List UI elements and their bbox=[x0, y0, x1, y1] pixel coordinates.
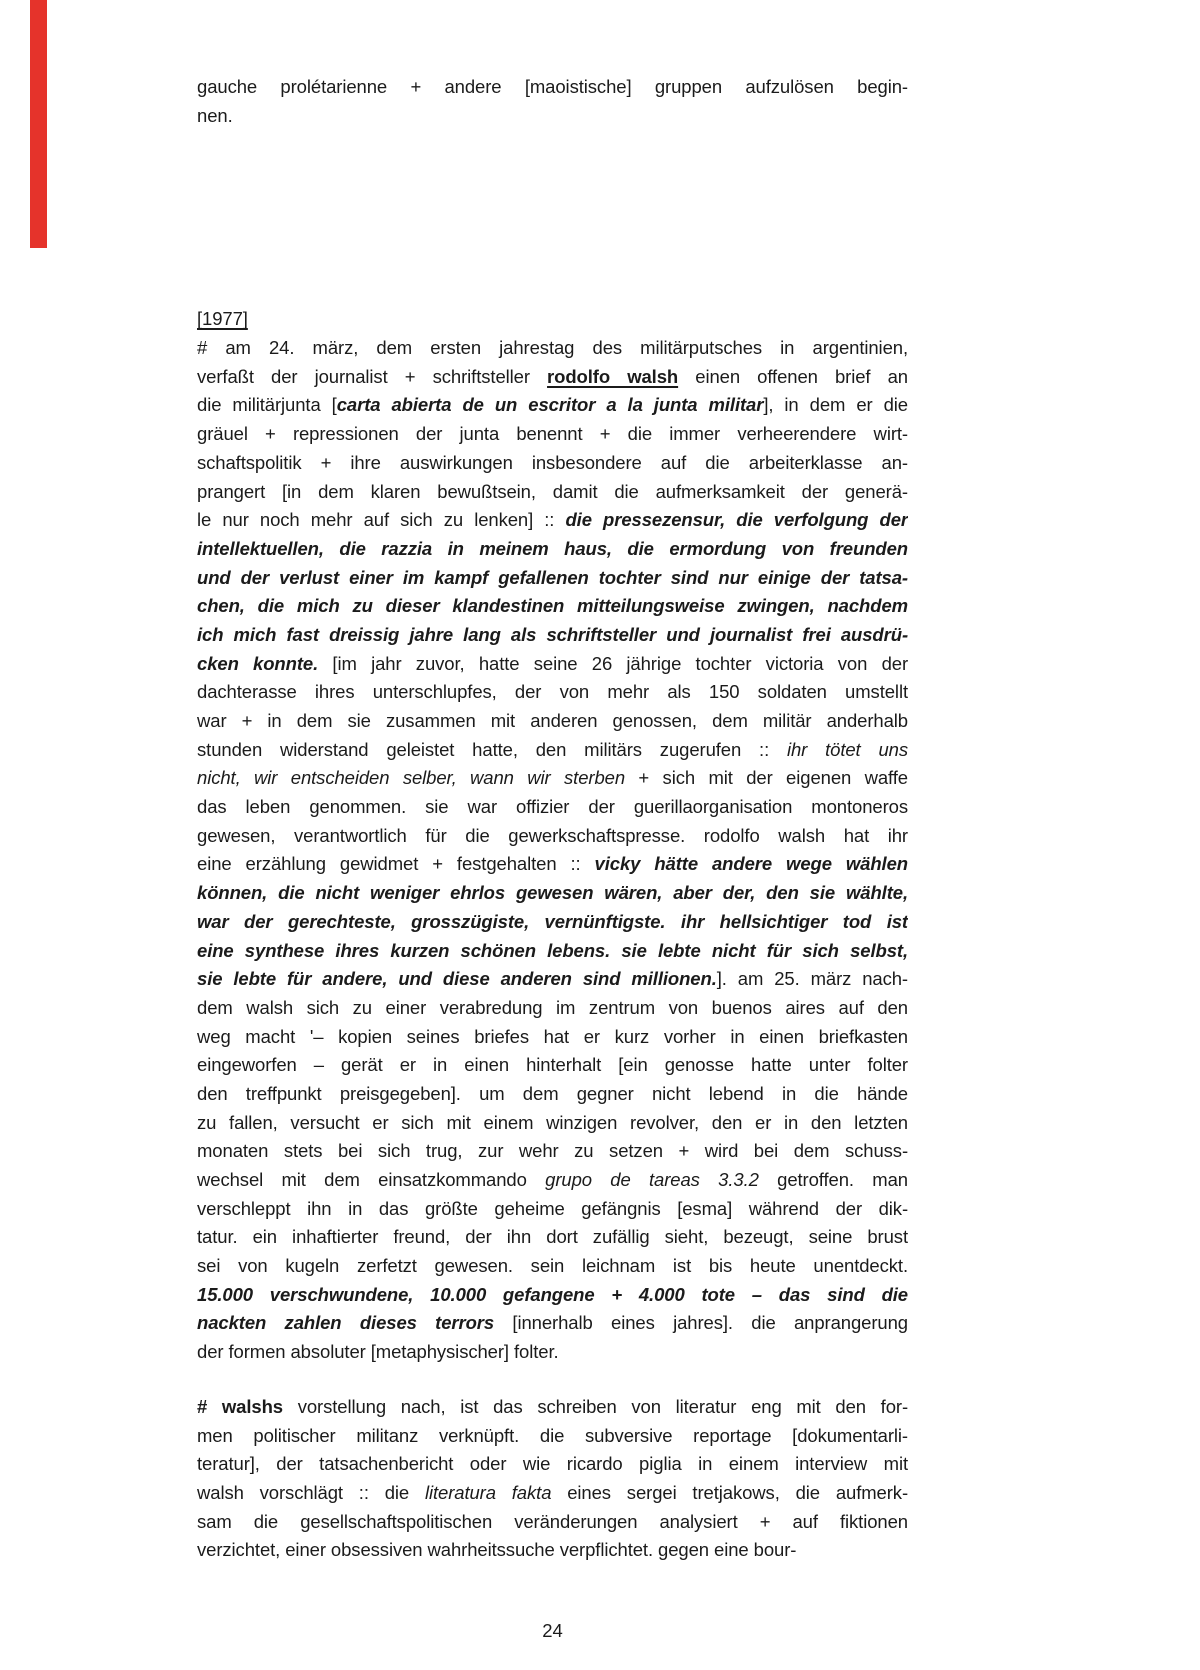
text-segment: vorstellung nach, ist das schreiben von literatur eng mit den for- bbox=[283, 1395, 908, 1417]
text-segment: die pressezensur, die verfolgung der bbox=[565, 509, 908, 531]
text-line bbox=[197, 1281, 908, 1310]
text-line bbox=[197, 592, 908, 621]
text-line bbox=[197, 420, 908, 449]
text-line bbox=[197, 506, 908, 535]
text-line bbox=[197, 764, 908, 793]
text-segment: # am 24. märz, dem ersten jahrestag des militärputsches in argentinien, bbox=[197, 337, 908, 359]
text-line bbox=[197, 621, 908, 650]
text-segment: sei von kugeln zerfetzt gewesen. sein leichnam ist bis heute unentdeckt. bbox=[197, 1255, 908, 1277]
page-number: 24 bbox=[542, 1619, 563, 1641]
text-line bbox=[197, 1195, 908, 1224]
text-line bbox=[197, 994, 908, 1023]
text-segment: walsh vorschlägt :: die bbox=[197, 1481, 425, 1503]
text-line bbox=[197, 1080, 908, 1109]
text-column bbox=[197, 0, 908, 1646]
text-segment: cken konnte. bbox=[197, 652, 319, 674]
text-line bbox=[197, 650, 908, 679]
text-segment: eine synthese ihres kurzen schönen lebens. sie lebte nicht für sich selbst, bbox=[197, 939, 908, 961]
text-segment: das leben genommen. sie war offizier der guerillaorganisation montoneros bbox=[197, 796, 908, 818]
text-segment: dem walsh sich zu einer verabredung im zentrum von buenos aires auf den bbox=[197, 996, 908, 1018]
text-segment: den treffpunkt preisgegeben]. um dem gegner nicht lebend in die hände bbox=[197, 1082, 908, 1104]
text-line bbox=[197, 1309, 908, 1338]
text-segment: chen, die mich zu dieser klandestinen mitteilungsweise zwingen, nachdem bbox=[197, 595, 908, 617]
text-segment: prangert [in dem klaren bewußtsein, damit die aufmerksamkeit der generä- bbox=[197, 480, 908, 502]
text-line bbox=[197, 908, 908, 937]
text-segment: getroffen. man bbox=[758, 1169, 908, 1190]
text-segment: nen. bbox=[197, 104, 233, 126]
text-segment: monaten stets bei sich trug, zur wehr zu setzen + wird bei dem schuss- bbox=[197, 1140, 908, 1162]
text-segment: gauche prolétarienne + andere [maoistische] gruppen aufzulösen begin- bbox=[197, 76, 908, 97]
red-ribbon-bookmark bbox=[30, 0, 47, 248]
text-segment: wechsel mit dem einsatzkommando bbox=[197, 1169, 546, 1190]
text-line bbox=[197, 1450, 908, 1479]
text-segment: ihr tötet uns bbox=[786, 738, 908, 760]
text-line bbox=[197, 1508, 908, 1537]
text-segment: vicky hätte andere wege wählen bbox=[594, 853, 908, 875]
text-line bbox=[197, 678, 908, 707]
underlined-name-text: rodolfo walsh bbox=[547, 365, 679, 387]
text-line bbox=[197, 1252, 908, 1281]
text-segment: war der gerechteste, grosszügiste, vernünftigste. ihr hellsichtiger tod ist bbox=[197, 910, 908, 932]
text-segment: eine erzählung gewidmet + festgehalten :: bbox=[197, 853, 595, 875]
text-line bbox=[197, 73, 908, 102]
text-segment: ], in dem er die bbox=[763, 394, 908, 416]
text-segment: [1977] bbox=[197, 308, 248, 330]
text-line bbox=[197, 1166, 908, 1195]
text-line bbox=[197, 850, 908, 879]
text-segment: 15.000 verschwundene, 10.000 gefangene + 4.000 tote – das sind die bbox=[197, 1283, 908, 1305]
text-line bbox=[197, 793, 908, 822]
text-segment: dachterasse ihres unterschlupfes, der von mehr als 150 soldaten umstellt bbox=[197, 681, 908, 703]
text-line bbox=[197, 1023, 908, 1052]
text-segment: men politischer militanz verknüpft. die subversive reportage [dokumentarli- bbox=[197, 1424, 908, 1446]
text-segment: die militärjunta [ bbox=[197, 394, 337, 416]
intro-paragraph bbox=[197, 73, 908, 130]
text-line bbox=[197, 879, 908, 908]
text-line bbox=[197, 707, 908, 736]
text-segment: nicht, wir entscheiden selber, wann wir sterben bbox=[197, 767, 626, 789]
text-segment: le nur noch mehr auf sich zu lenken] :: bbox=[197, 509, 566, 531]
text-segment: schaftspolitik + ihre auswirkungen insbesondere auf die arbeiterklasse an- bbox=[197, 451, 908, 473]
text-segment: [im jahr zuvor, hatte seine 26 jährige tochter victoria von der bbox=[318, 652, 908, 674]
text-line bbox=[197, 334, 908, 363]
text-segment: gewesen, verantwortlich für die gewerkschaftspresse. rodolfo walsh hat ihr bbox=[197, 824, 908, 846]
text-segment: verfaßt der journalist + schriftsteller bbox=[197, 365, 548, 387]
text-line bbox=[197, 736, 908, 765]
text-segment: # walshs bbox=[197, 1395, 283, 1417]
text-line bbox=[197, 937, 908, 966]
text-segment: war + in dem sie zusammen mit anderen genossen, dem militär anderhalb bbox=[197, 710, 908, 731]
text-segment: zu fallen, versucht er sich mit einem winzigen revolver, den er in den letzten bbox=[197, 1111, 908, 1133]
text-segment: können, die nicht weniger ehrlos gewesen wären, aber der, den sie wählte, bbox=[197, 882, 908, 904]
text-segment: eines sergei tretjakows, die aufmerk- bbox=[551, 1481, 908, 1503]
text-segment: [innerhalb eines jahres]. die anprangerung bbox=[494, 1312, 908, 1334]
text-line bbox=[197, 363, 908, 392]
text-segment: und der verlust einer im kampf gefallenen tochter sind nur einige der tatsa- bbox=[197, 566, 908, 588]
text-line bbox=[197, 1479, 908, 1508]
text-segment: nackten zahlen dieses terrors bbox=[197, 1312, 495, 1334]
text-segment: grupo de tareas 3.3.2 bbox=[545, 1169, 759, 1190]
text-line bbox=[197, 1338, 908, 1367]
walsh-literature-paragraph bbox=[197, 1393, 908, 1565]
text-line bbox=[197, 1109, 908, 1138]
text-segment: einen offenen brief an bbox=[678, 365, 908, 387]
text-line bbox=[197, 1223, 908, 1252]
text-segment: + sich mit der eigenen waffe bbox=[625, 767, 908, 789]
text-segment: der formen absoluter [metaphysischer] folter. bbox=[197, 1341, 559, 1363]
text-line bbox=[197, 478, 908, 507]
text-line bbox=[197, 965, 908, 994]
text-segment: gräuel + repressionen der junta benennt + die immer verheerendere wirt- bbox=[197, 423, 908, 445]
text-line bbox=[197, 535, 908, 564]
text-line bbox=[197, 1051, 908, 1080]
text-line bbox=[197, 305, 908, 334]
text-line bbox=[197, 1536, 908, 1565]
text-line bbox=[197, 449, 908, 478]
text-line bbox=[197, 1393, 908, 1422]
text-line bbox=[197, 391, 908, 420]
text-line bbox=[197, 1422, 908, 1451]
text-line bbox=[197, 822, 908, 851]
text-segment: ]. am 25. märz nach- bbox=[716, 968, 908, 990]
text-segment: intellektuellen, die razzia in meinem haus, die ermordung von freunden bbox=[197, 537, 908, 559]
year-1977-entry bbox=[197, 305, 908, 1366]
text-segment: tatur. ein inhaftierter freund, der ihn dort zufällig sieht, bezeugt, seine brust bbox=[197, 1226, 908, 1248]
text-segment: verzichtet, einer obsessiven wahrheitssuche verpflichtet. gegen eine bour- bbox=[197, 1539, 797, 1561]
text-segment: stunden widerstand geleistet hatte, den militärs zugerufen :: bbox=[197, 738, 787, 760]
text-segment: eingeworfen – gerät er in einen hinterhalt [ein genosse hatte unter folter bbox=[197, 1054, 908, 1076]
text-segment: teratur], der tatsachenbericht oder wie ricardo piglia in einem interview mit bbox=[197, 1453, 908, 1475]
text-line bbox=[197, 1137, 908, 1166]
text-line bbox=[197, 564, 908, 593]
text-segment: literatura fakta bbox=[424, 1481, 552, 1503]
text-segment: sam die gesellschaftspolitischen veränderungen analysiert + auf fiktionen bbox=[197, 1510, 908, 1532]
text-segment: weg macht '– kopien seines briefes hat er kurz vorher in einen briefkasten bbox=[197, 1025, 908, 1047]
text-segment: carta abierta de un escritor a la junta militar bbox=[336, 394, 764, 416]
text-segment: sie lebte für andere, und diese anderen sind millionen. bbox=[197, 968, 717, 990]
text-line bbox=[197, 102, 908, 131]
text-segment: ich mich fast dreissig jahre lang als schriftsteller und journalist frei ausdrü- bbox=[197, 623, 908, 645]
text-segment: verschleppt ihn in das größte geheime gefängnis [esma] während der dik- bbox=[197, 1197, 908, 1219]
